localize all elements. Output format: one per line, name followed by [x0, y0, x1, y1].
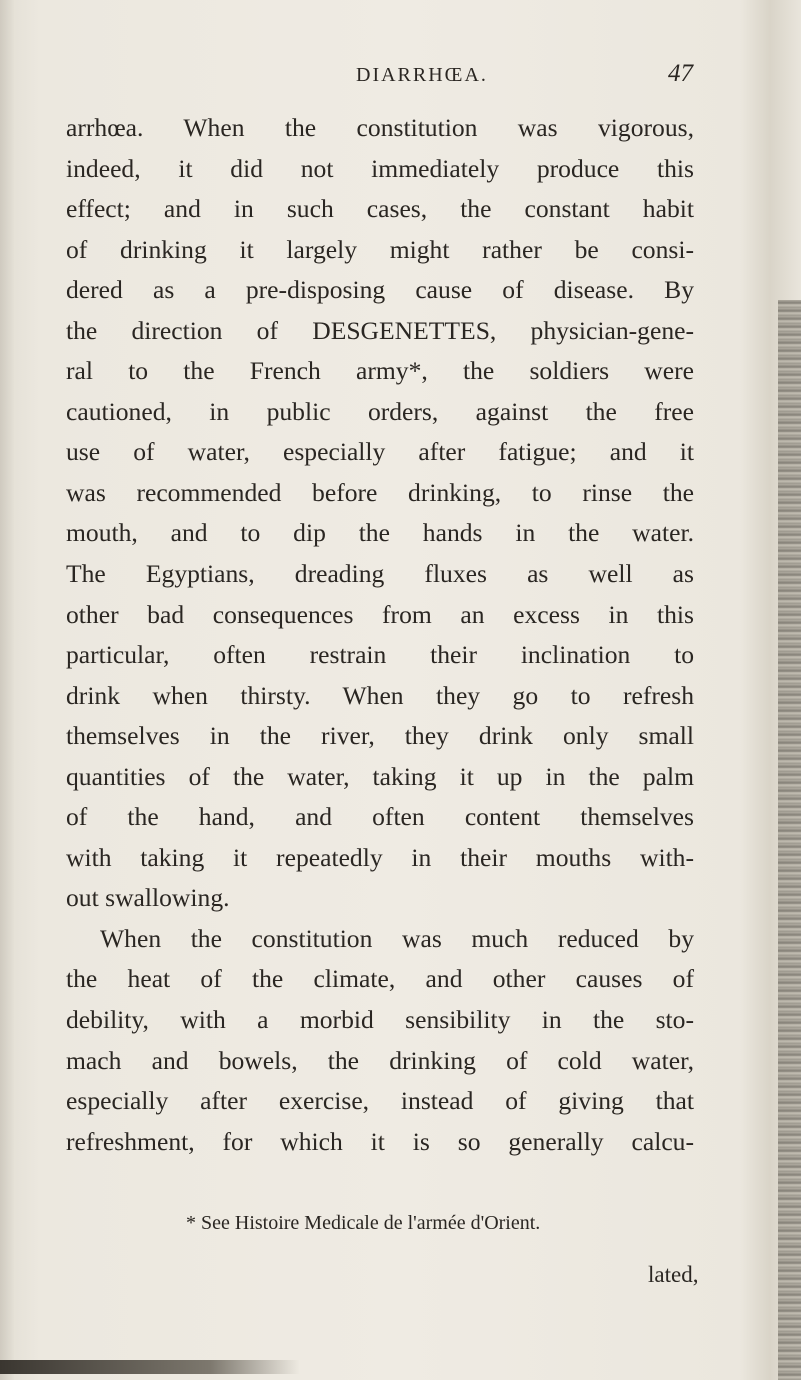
text-line: with taking it repeatedly in their mouths with-	[66, 842, 694, 872]
catchword: lated,	[648, 1262, 699, 1287]
footnote: * See Histoire Medicale de l'armée d'Orient.	[186, 1212, 541, 1234]
text-line: effect; and in such cases, the constant habit	[66, 194, 694, 224]
text-line: the heat of the climate, and other causes of	[66, 964, 694, 994]
text-line: out swallowing.	[66, 883, 230, 913]
page-number: 47	[668, 60, 693, 87]
text-line: of drinking it largely might rather be consi-	[66, 234, 694, 264]
text-line: other bad consequences from an excess in this	[66, 599, 694, 629]
text-line: drink when thirsty. When they go to refresh	[66, 680, 694, 710]
text-line: use of water, especially after fatigue; and it	[66, 437, 694, 467]
text-line: debility, with a morbid sensibility in the sto-	[66, 1005, 694, 1035]
text-line: refreshment, for which it is so generally calcu-	[66, 1126, 694, 1156]
text-line: When the constitution was much reduced by	[100, 923, 694, 953]
text-line: arrhœa. When the constitution was vigorous,	[66, 113, 694, 142]
text-line: dered as a pre-disposing cause of disease. By	[66, 275, 694, 305]
text-line: indeed, it did not immediately produce this	[66, 153, 694, 183]
page-bottom-shadow	[0, 1360, 300, 1374]
text-line: especially after exercise, instead of giving that	[66, 1086, 694, 1116]
text-line: was recommended before drinking, to rinse the	[66, 477, 694, 507]
text-line: cautioned, in public orders, against the free	[66, 396, 694, 426]
text-line: particular, often restrain their inclination to	[66, 640, 694, 670]
text-line: quantities of the water, taking it up in the palm	[66, 761, 694, 791]
page-binding-edge	[778, 300, 801, 1380]
text-line: The Egyptians, dreading fluxes as well as	[66, 559, 694, 589]
running-header: DIARRHŒA.	[356, 64, 488, 86]
text-line: ral to the French army*, the soldiers were	[66, 356, 694, 386]
text-line: mach and bowels, the drinking of cold water,	[66, 1045, 694, 1075]
text-line: of the hand, and often content themselves	[66, 802, 694, 832]
body-text	[66, 108, 694, 1162]
text-line: mouth, and to dip the hands in the water.	[66, 518, 694, 548]
text-line: the direction of DESGENETTES, physician-gene-	[66, 315, 694, 345]
text-line: themselves in the river, they drink only small	[66, 721, 694, 751]
page-left-edge	[0, 0, 14, 1380]
